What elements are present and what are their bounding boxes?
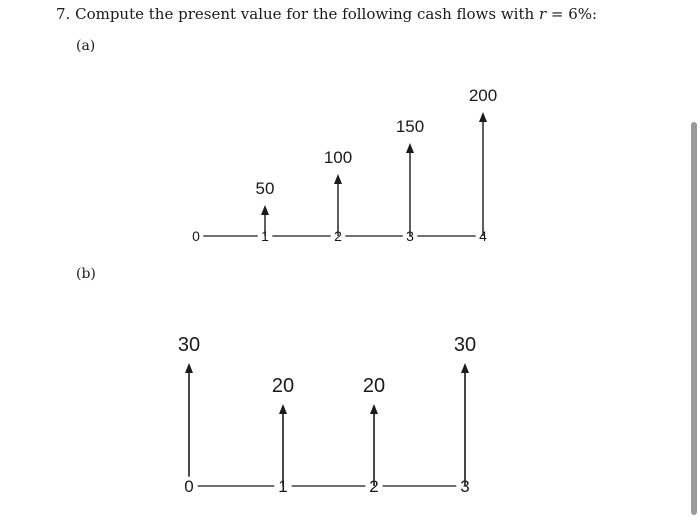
cash-flow-amount-b: 30: [453, 334, 477, 356]
cash-flow-amount-a: 150: [395, 117, 425, 136]
time-label-a: 3: [406, 228, 414, 245]
time-label-b: 3: [460, 477, 470, 497]
part-a-label: (a): [76, 38, 96, 54]
question-body: Compute the present value for the following cash flows with: [75, 5, 535, 23]
question-number: 7.: [56, 5, 71, 23]
time-label-a: 0: [192, 228, 200, 245]
time-label-a: 2: [334, 228, 342, 245]
scrollbar[interactable]: [691, 122, 697, 515]
rate-symbol: r: [538, 5, 547, 23]
cash-flow-amount-a: 200: [468, 86, 498, 105]
cash-flow-amount-b: 20: [271, 375, 295, 397]
part-b-label: (b): [76, 266, 96, 282]
cash-flow-amount-b: 20: [362, 375, 386, 397]
diagram-a: [192, 86, 497, 244]
time-label-b: 2: [369, 477, 379, 497]
time-label-b: 1: [278, 477, 288, 497]
time-label-a: 1: [261, 228, 269, 245]
cash-flow-amount-b: 30: [177, 334, 201, 356]
time-label-b: 0: [184, 477, 194, 497]
cash-flow-amount-a: 50: [255, 179, 275, 198]
rate-value: = 6%:: [550, 5, 598, 23]
cash-flow-amount-a: 100: [323, 148, 353, 167]
diagram-b: [178, 334, 476, 496]
time-label-a: 4: [479, 228, 487, 245]
